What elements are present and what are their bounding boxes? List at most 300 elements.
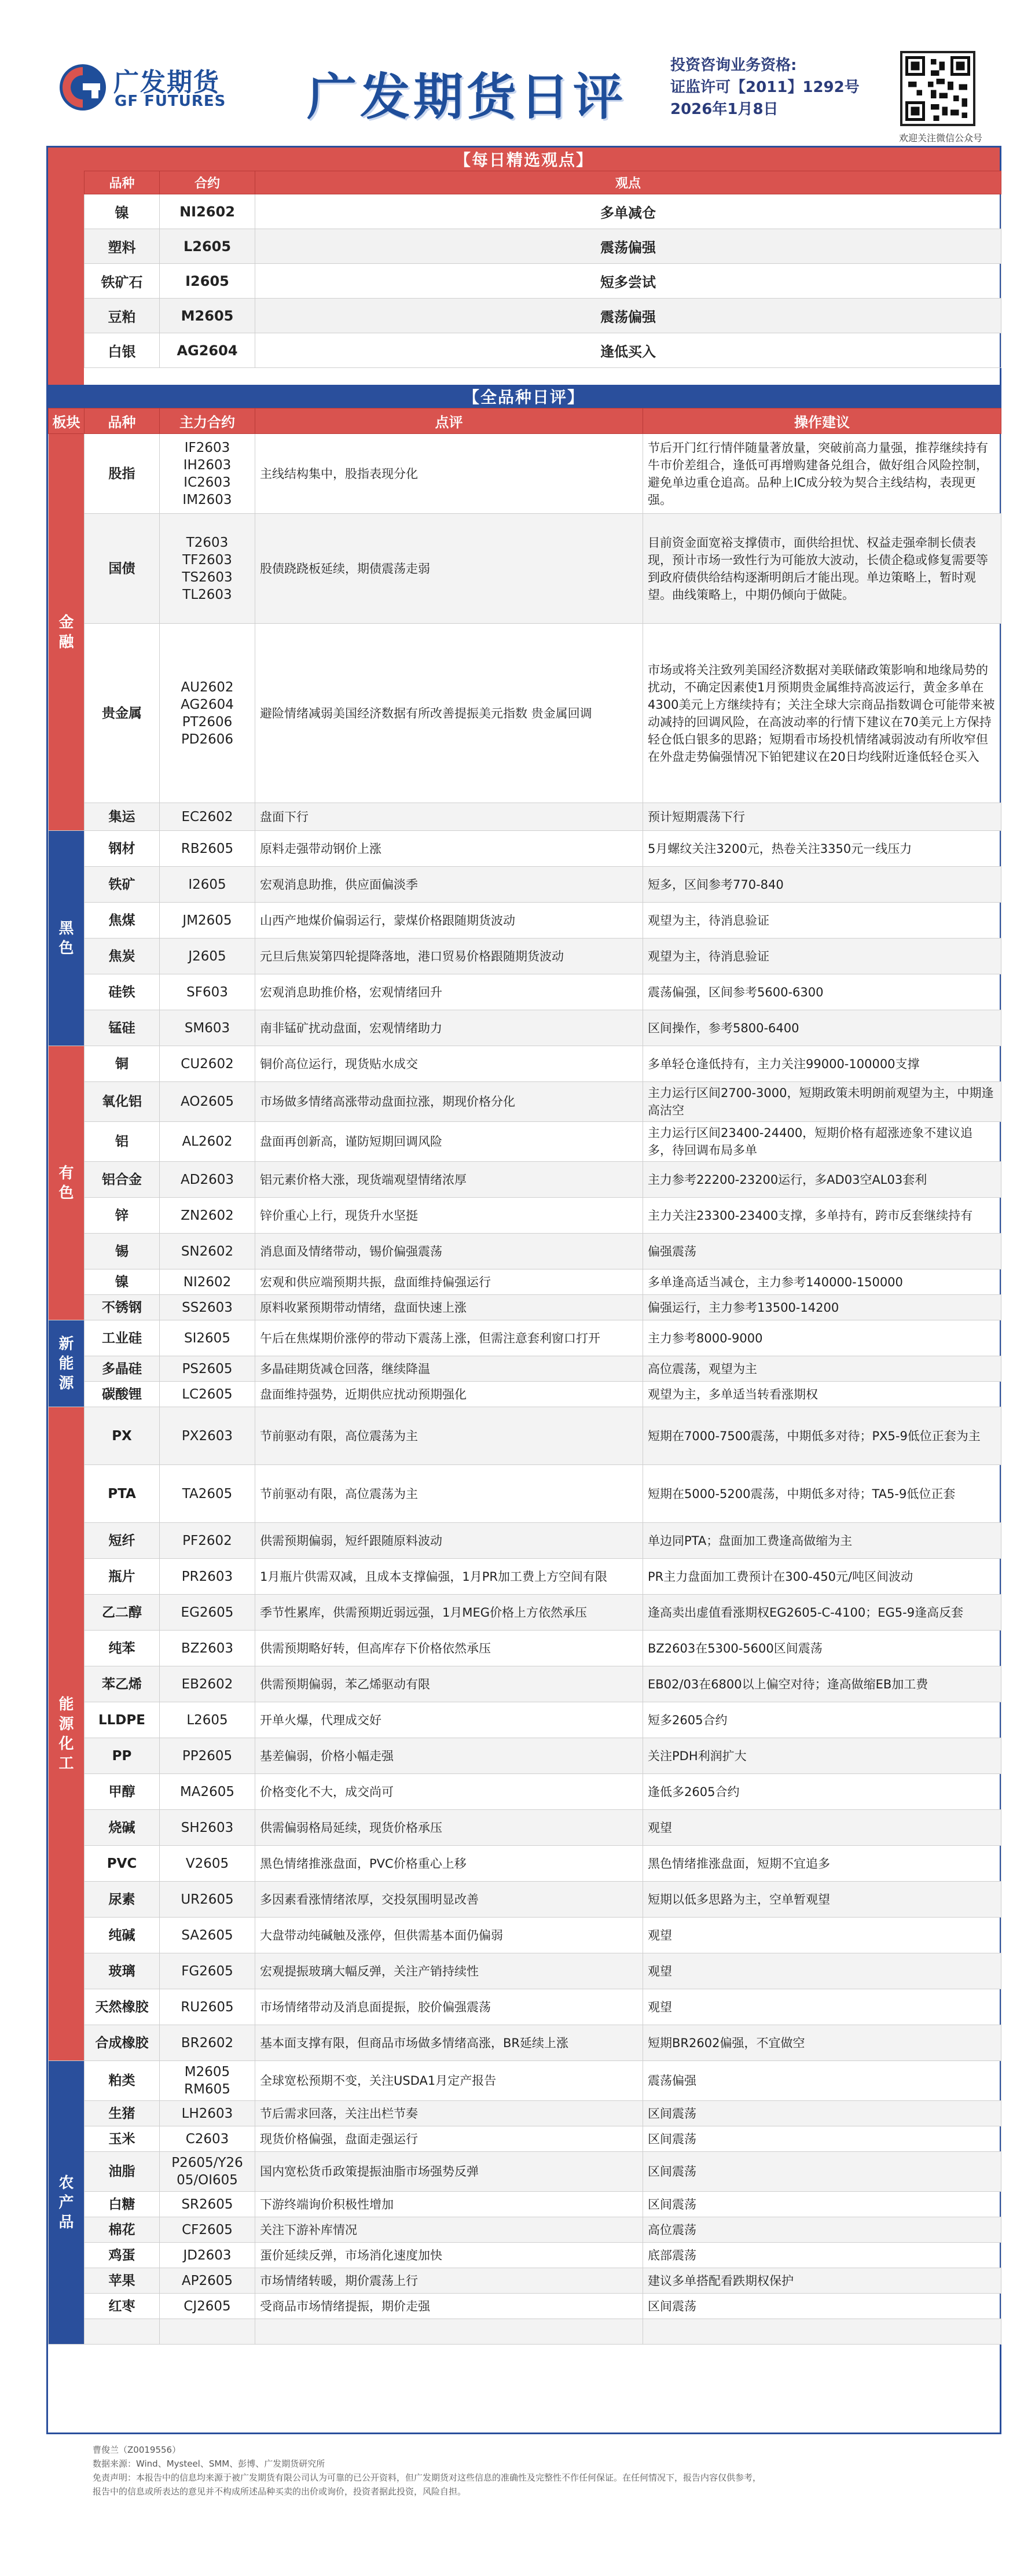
row-contract: J2605	[160, 939, 255, 974]
row-advice: 区间震荡	[643, 2294, 1001, 2319]
row-comment: 铜价高位运行，现货贴水成交	[255, 1046, 643, 1082]
row-variety: 硅铁	[85, 974, 160, 1010]
variety-row	[49, 2294, 1001, 2319]
row-contract: EB2602	[160, 1666, 255, 1702]
row-contract: IF2603 IH2603 IC2603 IM2603	[160, 434, 255, 514]
variety-row	[49, 1810, 1001, 1846]
row-contract: ZN2602	[160, 1198, 255, 1234]
variety-row	[49, 1465, 1001, 1523]
row-contract: AL2602	[160, 1122, 255, 1162]
variety-row	[49, 1989, 1001, 2025]
row-contract: SS2603	[160, 1295, 255, 1320]
variety-row	[49, 803, 1001, 831]
row-contract: LC2605	[160, 1382, 255, 1407]
row-advice: 观望	[643, 1918, 1001, 1953]
row-comment: 1月瓶片供需双减，且成本支撑偏强，1月PR加工费上方空间有限	[255, 1559, 643, 1595]
main-section-title: 【全品种日评】	[48, 385, 1000, 408]
variety-row	[49, 1234, 1001, 1269]
variety-row	[49, 1666, 1001, 1702]
row-comment: 原料走强带动钢价上涨	[255, 831, 643, 867]
picks-section-title: 【每日精选观点】	[48, 148, 1000, 171]
pick-row	[85, 299, 1001, 333]
row-comment: 现货价格偏强，盘面走强运行	[255, 2126, 643, 2152]
row-advice: 区间震荡	[643, 2101, 1001, 2126]
row-contract: RU2605	[160, 1989, 255, 2025]
variety-row	[49, 1010, 1001, 1046]
footer-disclaimer-2: 报告中的信息或所表达的意见并不构成所述品种买卖的出价或询价，投资者据此投资，风险自担。	[93, 2486, 467, 2497]
row-advice: EB02/03在6800以上偏空对待；逢高做缩EB加工费	[643, 1666, 1001, 1702]
row-variety: 集运	[85, 803, 160, 831]
row-contract: M2605 RM605	[160, 2061, 255, 2101]
row-variety: 棉花	[85, 2217, 160, 2243]
row-comment: 价格变化不大，成交尚可	[255, 1774, 643, 1810]
picks-body	[85, 194, 1001, 368]
row-comment: 市场做多情绪高涨带动盘面拉涨，期现价格分化	[255, 1082, 643, 1122]
content-frame	[46, 146, 1001, 2434]
variety-row	[49, 1631, 1001, 1666]
row-advice: 观望	[643, 1953, 1001, 1989]
row-contract: JM2605	[160, 903, 255, 939]
footer-analyst: 曹俊兰（Z0019556）	[93, 2445, 181, 2455]
row-advice: 节后开门红行情伴随量著放量，突破前高力量强，推荐继续持有牛市价差组合，逢低可再增购建备兑组合，做好组合风险控制，避免单边重仓追高。品种上IC成分较为契合主线结构，表现更强。	[643, 434, 1001, 514]
row-advice: 高位震荡	[643, 2217, 1001, 2243]
row-comment: 午后在焦煤期价涨停的带动下震荡上涨，但需注意套利窗口打开	[255, 1320, 643, 1356]
row-advice: 建议多单搭配看跌期权保护	[643, 2268, 1001, 2294]
row-comment: 国内宽松货币政策提振油脂市场强势反弹	[255, 2152, 643, 2192]
row-advice: 主力运行区间2700-3000，短期政策未明朗前观望为主，中期逢高沽空	[643, 1082, 1001, 1122]
row-comment: 避险情绪减弱美国经济数据有所改善提振美元指数 贵金属回调	[255, 624, 643, 803]
variety-row	[49, 867, 1001, 903]
row-variety: 粕类	[85, 2061, 160, 2101]
row-contract: JD2603	[160, 2243, 255, 2268]
pick-contract: NI2602	[160, 194, 255, 229]
pick-view: 震荡偏强	[255, 229, 1001, 264]
row-variety: 铝合金	[85, 1162, 160, 1198]
row-variety: 鸡蛋	[85, 2243, 160, 2268]
variety-row	[49, 1595, 1001, 1631]
variety-row	[49, 2217, 1001, 2243]
pick-contract: I2605	[160, 264, 255, 299]
row-comment: 元旦后焦炭第四轮提降落地，港口贸易价格跟随期货波动	[255, 939, 643, 974]
row-advice: 关注PDH利润扩大	[643, 1738, 1001, 1774]
sector-label-agri: 农 产 品	[49, 2061, 85, 2345]
row-comment: 多晶硅期货减仓回落，继续降温	[255, 1356, 643, 1382]
main-col-advice: 操作建议	[643, 409, 1001, 434]
row-variety: 镍	[85, 1269, 160, 1295]
row-advice	[643, 2319, 1001, 2345]
row-contract: FG2605	[160, 1953, 255, 1989]
row-contract: PF2602	[160, 1523, 255, 1559]
variety-row	[49, 1953, 1001, 1989]
row-contract: RB2605	[160, 831, 255, 867]
variety-row	[49, 974, 1001, 1010]
row-contract: SI2605	[160, 1320, 255, 1356]
variety-row	[49, 2243, 1001, 2268]
row-comment: 下游终端询价积极性增加	[255, 2192, 643, 2217]
row-contract: SF603	[160, 974, 255, 1010]
logo-english-name: GF FUTURES	[115, 93, 226, 110]
main-body	[49, 434, 1001, 2345]
variety-row	[49, 2268, 1001, 2294]
picks-col-contract: 合约	[160, 171, 255, 194]
pick-variety: 镍	[85, 194, 160, 229]
row-variety: 铜	[85, 1046, 160, 1082]
pick-variety: 铁矿石	[85, 264, 160, 299]
row-variety: 白糖	[85, 2192, 160, 2217]
row-advice: 市场或将关注致列美国经济数据对美联储政策影响和地缘局势的扰动，不确定因素使1月预期贵金属维持高波运行，黄金多单在4300美元上方继续持有；关注全球大宗商品指数调仓可能带来被动减持的回调风险，在高波动率的行情下建议在70美元上方保持轻仓低白银多的思路；短期看市场投机情绪减弱波动有所收窄但在外盘走势偏强情况下铂钯建议在20日均线附近逢低轻仓买入	[643, 624, 1001, 803]
row-variety: 生猪	[85, 2101, 160, 2126]
row-advice: 观望	[643, 1810, 1001, 1846]
row-variety: 氧化铝	[85, 1082, 160, 1122]
row-contract: SR2605	[160, 2192, 255, 2217]
sector-label-blk: 黑 色	[49, 831, 85, 1046]
variety-row	[49, 2192, 1001, 2217]
main-col-contract: 主力合约	[160, 409, 255, 434]
row-contract: L2605	[160, 1702, 255, 1738]
row-comment: 南非锰矿扰动盘面，宏观情绪助力	[255, 1010, 643, 1046]
row-comment: 开单火爆，代理成交好	[255, 1702, 643, 1738]
variety-row	[49, 2319, 1001, 2345]
row-advice: 主力参考22200-23200运行，多AD03空AL03套利	[643, 1162, 1001, 1198]
picks-col-view: 观点	[255, 171, 1001, 194]
row-contract: BZ2603	[160, 1631, 255, 1666]
main-col-variety: 品种	[85, 409, 160, 434]
row-contract: CU2602	[160, 1046, 255, 1082]
row-variety: 国债	[85, 514, 160, 624]
row-contract: C2603	[160, 2126, 255, 2152]
variety-row	[49, 1082, 1001, 1122]
license-line2: 证监许可【2011】1292号	[670, 79, 860, 96]
pick-variety: 豆粕	[85, 299, 160, 333]
sector-label-fin: 金 融	[49, 434, 85, 831]
row-variety: 苹果	[85, 2268, 160, 2294]
pick-contract: M2605	[160, 299, 255, 333]
row-variety: PP	[85, 1738, 160, 1774]
row-contract: CF2605	[160, 2217, 255, 2243]
report-footer	[93, 2443, 996, 2498]
report-title: 广发期货日评	[307, 68, 626, 126]
row-comment: 受商品市场情绪提振，期价走强	[255, 2294, 643, 2319]
row-variety: 焦炭	[85, 939, 160, 974]
footer-disclaimer-1: 免责声明：本报告中的信息均来源于被广发期货有限公司认为可靠的已公开资料，但广发期货对这些信息的准确性及完整性不作任何保证。在任何情况下，报告内容仅供参考，	[93, 2472, 762, 2483]
row-advice: 目前资金面宽裕支撑债市，面供给担忧、权益走强牵制长债表现，预计市场一致性行为可能放大波动，长债企稳或修复需要等到政府债供给结构逐渐明朗后才能出现。单边策略上，暂时观望。曲线策略上，中期仍倾向于做陡。	[643, 514, 1001, 624]
row-advice: 短期BR2602偏强，不宜做空	[643, 2025, 1001, 2061]
variety-row	[49, 1846, 1001, 1882]
row-advice: 震荡偏强	[643, 2061, 1001, 2101]
row-contract: UR2605	[160, 1882, 255, 1918]
variety-row	[49, 1122, 1001, 1162]
row-variety: 锌	[85, 1198, 160, 1234]
row-variety: 合成橡胶	[85, 2025, 160, 2061]
row-variety: PX	[85, 1407, 160, 1465]
row-comment: 蛋价延续反弹，市场消化速度加快	[255, 2243, 643, 2268]
row-variety: 碳酸锂	[85, 1382, 160, 1407]
row-advice: 单边同PTA；盘面加工费逢高做缩为主	[643, 1523, 1001, 1559]
row-advice: 偏强震荡	[643, 1234, 1001, 1269]
picks-sidebar	[48, 171, 84, 385]
row-comment: 盘面维持强势，近期供应扰动预期强化	[255, 1382, 643, 1407]
qr-caption: 欢迎关注微信公众号	[898, 133, 982, 143]
row-variety: PVC	[85, 1846, 160, 1882]
row-contract: SA2605	[160, 1918, 255, 1953]
row-variety: 锰硅	[85, 1010, 160, 1046]
row-advice: 短多，区间参考770-840	[643, 867, 1001, 903]
row-contract: LH2603	[160, 2101, 255, 2126]
row-advice: 逢高卖出虚值看涨期权EG2605-C-4100；EG5-9逢高反套	[643, 1595, 1001, 1631]
variety-row	[49, 1918, 1001, 1953]
row-variety: 甲醇	[85, 1774, 160, 1810]
pick-variety: 白银	[85, 333, 160, 368]
row-variety: 纯碱	[85, 1918, 160, 1953]
row-variety	[85, 2319, 160, 2345]
main-col-comment: 点评	[255, 409, 643, 434]
row-contract	[160, 2319, 255, 2345]
pick-view: 短多尝试	[255, 264, 1001, 299]
row-contract: SM603	[160, 1010, 255, 1046]
logo-chinese-name: 广发期货	[113, 68, 220, 97]
row-comment: 盘面下行	[255, 803, 643, 831]
row-comment: 市场情绪转暖，期价震荡上行	[255, 2268, 643, 2294]
variety-row	[49, 2061, 1001, 2101]
variety-row	[49, 1738, 1001, 1774]
row-comment: 供需预期略好转，但高库存下价格依然承压	[255, 1631, 643, 1666]
row-variety: 苯乙烯	[85, 1666, 160, 1702]
row-advice: 观望为主，待消息验证	[643, 903, 1001, 939]
row-advice: 短期在7000-7500震荡，中期低多对待；PX5-9低位正套为主	[643, 1407, 1001, 1465]
row-advice: 多单轻仓逢低持有，主力关注99000-100000支撑	[643, 1046, 1001, 1082]
all-varieties-table	[48, 408, 1001, 2345]
daily-picks-table	[84, 171, 1001, 368]
row-comment: 节前驱动有限，高位震荡为主	[255, 1407, 643, 1465]
all-varieties-section	[48, 408, 1000, 2345]
row-contract: EC2602	[160, 803, 255, 831]
row-advice: 观望	[643, 1989, 1001, 2025]
company-logo	[58, 58, 243, 116]
variety-row	[49, 1559, 1001, 1595]
row-comment: 全球宽松预期不变，关注USDA1月定产报告	[255, 2061, 643, 2101]
pick-row	[85, 194, 1001, 229]
variety-row	[49, 1356, 1001, 1382]
row-comment: 基本面支撑有限，但商品市场做多情绪高涨，BR延续上涨	[255, 2025, 643, 2061]
variety-row	[49, 1198, 1001, 1234]
row-variety: 瓶片	[85, 1559, 160, 1595]
picks-header-row	[85, 171, 1001, 194]
row-advice: 底部震荡	[643, 2243, 1001, 2268]
variety-row	[49, 1162, 1001, 1198]
row-comment: 关注下游补库情况	[255, 2217, 643, 2243]
qr-code-icon	[900, 51, 975, 126]
row-variety: 钢材	[85, 831, 160, 867]
pick-row	[85, 264, 1001, 299]
pick-variety: 塑料	[85, 229, 160, 264]
row-advice: 观望为主，多单适当转看涨期权	[643, 1382, 1001, 1407]
row-advice: 5月螺纹关注3200元，热卷关注3350元一线压力	[643, 831, 1001, 867]
pick-row	[85, 333, 1001, 368]
variety-row	[49, 1382, 1001, 1407]
row-comment: 多因素看涨情绪浓厚，交投氛围明显改善	[255, 1882, 643, 1918]
row-variety: 烧碱	[85, 1810, 160, 1846]
variety-row	[49, 1046, 1001, 1082]
row-advice: 短期以低多思路为主，空单暂观望	[643, 1882, 1001, 1918]
main-col-sector: 板块	[49, 409, 85, 434]
row-comment: 消息面及情绪带动，锡价偏强震荡	[255, 1234, 643, 1269]
sector-label-ne: 新 能 源	[49, 1320, 85, 1407]
report-header	[0, 0, 1035, 145]
main-header-row	[49, 409, 1001, 434]
row-variety: 红枣	[85, 2294, 160, 2319]
row-advice: 主力关注23300-23400支撑，多单持有，跨市反套继续持有	[643, 1198, 1001, 1234]
license-line1: 投资咨询业务资格:	[670, 57, 797, 74]
row-comment: 宏观消息助推，供应面偏淡季	[255, 867, 643, 903]
row-comment: 原料收紧预期带动情绪，盘面快速上涨	[255, 1295, 643, 1320]
variety-row	[49, 514, 1001, 624]
row-advice: 区间震荡	[643, 2126, 1001, 2152]
row-advice: 震荡偏强，区间参考5600-6300	[643, 974, 1001, 1010]
variety-row	[49, 1320, 1001, 1356]
row-variety: 多晶硅	[85, 1356, 160, 1382]
pick-view: 多单减仓	[255, 194, 1001, 229]
row-variety: 玉米	[85, 2126, 160, 2152]
row-contract: AO2605	[160, 1082, 255, 1122]
variety-row	[49, 1882, 1001, 1918]
row-comment: 盘面再创新高，谨防短期回调风险	[255, 1122, 643, 1162]
row-comment: 黑色情绪推涨盘面，PVC价格重心上移	[255, 1846, 643, 1882]
pick-view: 逢低买入	[255, 333, 1001, 368]
row-advice: 短多2605合约	[643, 1702, 1001, 1738]
sector-label-nf: 有 色	[49, 1046, 85, 1320]
row-contract: AD2603	[160, 1162, 255, 1198]
row-comment: 大盘带动纯碱触及涨停，但供需基本面仍偏弱	[255, 1918, 643, 1953]
row-advice: 区间震荡	[643, 2152, 1001, 2192]
row-contract: P2605/Y26 05/OI605	[160, 2152, 255, 2192]
variety-row	[49, 831, 1001, 867]
row-variety: 铝	[85, 1122, 160, 1162]
row-comment: 季节性累库，供需预期近弱远强，1月MEG价格上方依然承压	[255, 1595, 643, 1631]
row-advice: 短期在5000-5200震荡，中期低多对待；TA5-9低位正套	[643, 1465, 1001, 1523]
row-comment: 市场情绪带动及消息面提振，胶价偏强震荡	[255, 1989, 643, 2025]
row-comment: 供需预期偏弱，短纤跟随原料波动	[255, 1523, 643, 1559]
pick-contract: L2605	[160, 229, 255, 264]
variety-row	[49, 2126, 1001, 2152]
row-variety: 工业硅	[85, 1320, 160, 1356]
row-advice: 观望为主，待消息验证	[643, 939, 1001, 974]
row-variety: LLDPE	[85, 1702, 160, 1738]
row-contract: TA2605	[160, 1465, 255, 1523]
variety-row	[49, 1407, 1001, 1465]
variety-row	[49, 624, 1001, 803]
variety-row	[49, 2025, 1001, 2061]
variety-row	[49, 1774, 1001, 1810]
row-comment: 铝元素价格大涨，现货端观望情绪浓厚	[255, 1162, 643, 1198]
row-advice: 偏强运行，主力参考13500-14200	[643, 1295, 1001, 1320]
row-contract: AU2602 AG2604 PT2606 PD2606	[160, 624, 255, 803]
row-comment: 供需预期偏弱，苯乙烯驱动有限	[255, 1666, 643, 1702]
row-contract: AP2605	[160, 2268, 255, 2294]
license-info	[670, 54, 860, 120]
row-variety: 油脂	[85, 2152, 160, 2192]
row-comment: 股债跷跷板延续，期债震荡走弱	[255, 514, 643, 624]
footer-data-source: 数据来源：Wind、Mysteel、SMM、彭博、广发期货研究所	[93, 2459, 325, 2469]
variety-row	[49, 1702, 1001, 1738]
variety-row	[49, 1523, 1001, 1559]
row-variety: 尿素	[85, 1882, 160, 1918]
sector-label-chem: 能 源 化 工	[49, 1407, 85, 2061]
row-variety: 短纤	[85, 1523, 160, 1559]
row-variety: 焦煤	[85, 903, 160, 939]
variety-row	[49, 1295, 1001, 1320]
pick-view: 震荡偏强	[255, 299, 1001, 333]
row-contract: SH2603	[160, 1810, 255, 1846]
row-comment: 宏观消息助推价格，宏观情绪回升	[255, 974, 643, 1010]
row-comment: 供需偏弱格局延续，现货价格承压	[255, 1810, 643, 1846]
pick-contract: AG2604	[160, 333, 255, 368]
row-advice: BZ2603在5300-5600区间震荡	[643, 1631, 1001, 1666]
row-advice: 主力运行区间23400-24400，短期价格有超涨迹象不建议追多，待回调布局多单	[643, 1122, 1001, 1162]
report-date: 2026年1月8日	[670, 101, 779, 118]
variety-row	[49, 1269, 1001, 1295]
row-advice: 多单逢高适当减仓，主力参考140000-150000	[643, 1269, 1001, 1295]
row-comment	[255, 2319, 643, 2345]
row-contract: NI2602	[160, 1269, 255, 1295]
row-contract: V2605	[160, 1846, 255, 1882]
row-comment: 宏观和供应端预期共振，盘面维持偏强运行	[255, 1269, 643, 1295]
row-advice: 主力参考8000-9000	[643, 1320, 1001, 1356]
variety-row	[49, 903, 1001, 939]
row-contract: BR2602	[160, 2025, 255, 2061]
row-contract: PP2605	[160, 1738, 255, 1774]
row-variety: 锡	[85, 1234, 160, 1269]
row-comment: 基差偏弱，价格小幅走强	[255, 1738, 643, 1774]
variety-row	[49, 2101, 1001, 2126]
row-advice: 逢低多2605合约	[643, 1774, 1001, 1810]
gf-logo-icon	[58, 62, 108, 112]
row-variety: 股指	[85, 434, 160, 514]
row-advice: 区间震荡	[643, 2192, 1001, 2217]
row-variety: 天然橡胶	[85, 1989, 160, 2025]
row-variety: 玻璃	[85, 1953, 160, 1989]
row-contract: PR2603	[160, 1559, 255, 1595]
row-contract: MA2605	[160, 1774, 255, 1810]
row-variety: PTA	[85, 1465, 160, 1523]
row-variety: 贵金属	[85, 624, 160, 803]
pick-row	[85, 229, 1001, 264]
row-advice: 黑色情绪推涨盘面，短期不宜追多	[643, 1846, 1001, 1882]
row-comment: 锌价重心上行，现货升水坚挺	[255, 1198, 643, 1234]
row-contract: PS2605	[160, 1356, 255, 1382]
row-comment: 宏观提振玻璃大幅反弹，关注产销持续性	[255, 1953, 643, 1989]
row-advice: 区间操作，参考5800-6400	[643, 1010, 1001, 1046]
row-contract: SN2602	[160, 1234, 255, 1269]
variety-row	[49, 434, 1001, 514]
variety-row	[49, 939, 1001, 974]
row-advice: 高位震荡，观望为主	[643, 1356, 1001, 1382]
variety-row	[49, 2152, 1001, 2192]
row-variety: 纯苯	[85, 1631, 160, 1666]
row-comment: 节前驱动有限，高位震荡为主	[255, 1465, 643, 1523]
row-contract: CJ2605	[160, 2294, 255, 2319]
row-variety: 乙二醇	[85, 1595, 160, 1631]
row-contract: EG2605	[160, 1595, 255, 1631]
row-variety: 不锈钢	[85, 1295, 160, 1320]
row-comment: 主线结构集中，股指表现分化	[255, 434, 643, 514]
row-contract: T2603 TF2603 TS2603 TL2603	[160, 514, 255, 624]
row-comment: 节后需求回落，关注出栏节奏	[255, 2101, 643, 2126]
row-variety: 铁矿	[85, 867, 160, 903]
row-comment: 山西产地煤价偏弱运行，蒙煤价格跟随期货波动	[255, 903, 643, 939]
row-contract: I2605	[160, 867, 255, 903]
row-contract: PX2603	[160, 1407, 255, 1465]
row-advice: PR主力盘面加工费预计在300-450元/吨区间波动	[643, 1559, 1001, 1595]
